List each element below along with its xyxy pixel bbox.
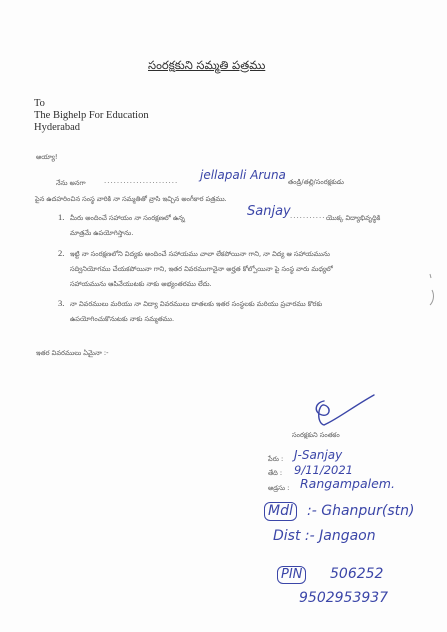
phone-number: 9502953937 (299, 590, 389, 606)
signature-label: సంరక్షకుని సంతకం (292, 431, 340, 439)
pin-value: 506252 (330, 566, 384, 582)
address-to: To (34, 98, 45, 109)
item-1-number: 1. (58, 212, 65, 222)
intro-line2: పైన ఉదహరించిన సంస్థ వారికి నా సమ్మతితో వ్రాసి ఇచ్చిన అంగీకార పత్రము. (35, 195, 227, 203)
item-1-line1-suffix: యొక్క విద్యాభివృద్ధికి (326, 214, 381, 222)
dotted-line: ........... (290, 212, 326, 220)
address-org: The Bighelp For Education (34, 110, 149, 121)
guardian-signature (300, 393, 380, 433)
item-2-line1: ఇట్టి నా సంరక్షణలోని విద్యకు అందించే సహాయము చాలా లేకపోయినా గాని, నా విద్య ఆ సహాయమును (70, 250, 330, 258)
address-label: అడ్రసు : (268, 484, 290, 492)
date-label: తేది : (268, 469, 283, 477)
mdl-tag: Mdl (264, 502, 297, 521)
name-value: J-Sanjay (294, 448, 343, 462)
dist-value: Dist :- Jangaon (273, 528, 376, 544)
item-1-line2: మాత్రమే ఉపయోగిస్తాను. (70, 229, 134, 237)
mdl-value: :- Ghanpur(stn) (307, 503, 415, 519)
item-3-line2: ఉపయోగించుకొనుటకు నాకు సమ్మతము. (70, 315, 175, 323)
intro-prefix: నేను అనగా (56, 179, 86, 187)
salutation: అయ్యా! (36, 153, 58, 161)
intro-suffix: తండ్రి/తల్లి/సంరక్షకుడు (288, 178, 344, 186)
item-3-number: 3. (58, 298, 65, 308)
item-2-line3: సహాయమును ఆపివేయుటకు నాకు అభ్యంతరము లేదు. (70, 280, 212, 288)
address-value: Rangampalem. (300, 476, 395, 491)
address-city: Hyderabad (34, 122, 81, 133)
date-value: 9/11/2021 (294, 463, 353, 477)
item-1-line1-prefix: మీరు అందించే సహాయం నా సంరక్షణలో ఉన్న (70, 214, 185, 222)
item-2-number: 2. (58, 248, 65, 258)
item-3-line1: నా వివరములు మరియు నా విద్యా వివరములు దాతలకు ఇతర సంస్థలకు మరియు ప్రచారము కొరకు (70, 300, 323, 308)
name-label: పేరు : (268, 455, 284, 463)
pin-tag: PIN (277, 566, 306, 584)
document-title: సంరక్షకుని సమ్మతి పత్రము (148, 58, 266, 72)
margin-mark (426, 272, 438, 308)
guardian-name-handwritten: jellapali Aruna (200, 168, 286, 182)
other-details-label: ఇతర వివరములు ఏమైనా :- (36, 349, 109, 357)
dotted-line: ....................... (104, 177, 179, 185)
item-2-line2: సద్వినియోగము చేయకపోయినా గాని, ఇతర వివరముగానైనా అర్హత కోల్పోయినా పై సంస్థ వారు మధ్యలో (70, 265, 333, 273)
student-name-handwritten: Sanjay (247, 204, 291, 219)
